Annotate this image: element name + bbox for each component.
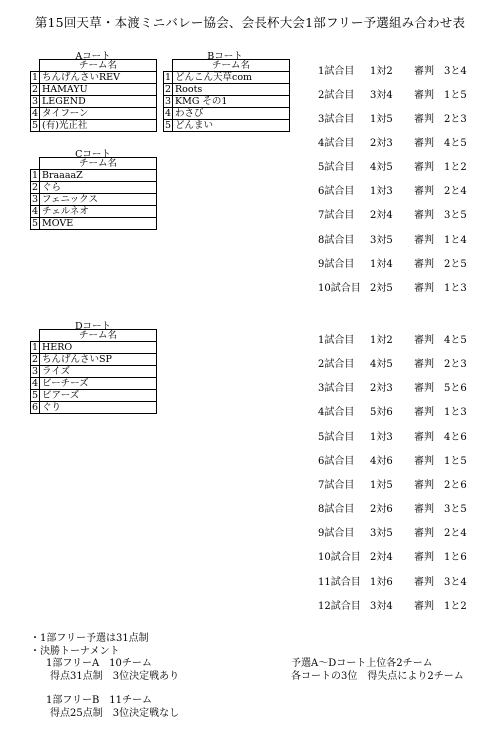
team-name: どんこん天草com xyxy=(173,72,290,84)
match-row xyxy=(318,62,467,77)
match-number: 4試合目 xyxy=(318,407,355,418)
match-row xyxy=(318,134,467,149)
match-number: 3試合目 xyxy=(318,114,355,125)
match-number: 8試合目 xyxy=(318,235,355,246)
referee-label: 審判 xyxy=(414,456,434,467)
referee-label: 審判 xyxy=(414,235,434,246)
match-referee: 5と6 xyxy=(444,383,467,394)
match-pair: 1対5 xyxy=(370,480,393,491)
referee-label: 審判 xyxy=(414,383,434,394)
match-row xyxy=(318,158,467,173)
match-referee: 1と3 xyxy=(444,283,467,294)
team-name: MOVE xyxy=(40,218,157,230)
match-row xyxy=(318,548,467,563)
match-number: 1試合目 xyxy=(318,335,355,346)
court-a-table: チーム名 1 ちんげんさいREV 2 HAMAYU 3 LEGEND 4 タイフーン 5 (有)光正社 xyxy=(30,59,157,132)
match-pair: 2対5 xyxy=(370,283,393,294)
match-number: 7試合目 xyxy=(318,480,355,491)
match-pair: 4対6 xyxy=(370,456,393,467)
referee-label: 審判 xyxy=(414,283,434,294)
match-pair: 1対3 xyxy=(370,186,393,197)
match-pair: 3対5 xyxy=(370,528,393,539)
free-b-line2: 得点25点制 3位決定戦なし xyxy=(50,707,180,719)
match-number: 10試合目 xyxy=(318,552,361,563)
match-number: 11試合目 xyxy=(318,577,361,588)
team-header: チーム名 xyxy=(173,60,290,72)
team-name: ビアーズ xyxy=(40,390,157,402)
match-number: 9試合目 xyxy=(318,259,355,270)
match-pair: 3対4 xyxy=(370,90,393,101)
match-pair: 4対5 xyxy=(370,162,393,173)
match-referee: 3と5 xyxy=(444,504,467,515)
referee-label: 審判 xyxy=(414,359,434,370)
match-referee: 1と5 xyxy=(444,90,467,101)
referee-label: 審判 xyxy=(414,138,434,149)
court-c-label: Cコート xyxy=(75,149,111,160)
match-number: 6試合目 xyxy=(318,456,355,467)
rule-tournament: ・決勝トーナメント xyxy=(30,645,120,657)
team-name: LEGEND xyxy=(40,96,157,108)
team-name: KMG その1 xyxy=(173,96,290,108)
match-referee: 4と5 xyxy=(444,335,467,346)
team-name: タイフーン xyxy=(40,108,157,120)
match-referee: 1と2 xyxy=(444,162,467,173)
match-row xyxy=(318,331,467,346)
match-referee: 3と5 xyxy=(444,210,467,221)
team-name: どんまい xyxy=(173,120,290,132)
referee-label: 審判 xyxy=(414,90,434,101)
match-referee: 4と5 xyxy=(444,138,467,149)
match-row xyxy=(318,110,467,125)
match-row xyxy=(318,86,467,101)
free-a-line1: 1部フリーA 10チーム xyxy=(46,658,152,669)
court-a-label: Aコート xyxy=(75,51,111,62)
match-row xyxy=(318,452,467,467)
match-pair: 2対6 xyxy=(370,504,393,515)
match-pair: 5対6 xyxy=(370,407,393,418)
referee-label: 審判 xyxy=(414,210,434,221)
match-referee: 1と5 xyxy=(444,456,467,467)
match-row xyxy=(318,403,467,418)
match-referee: 1と4 xyxy=(444,235,467,246)
match-number: 2試合目 xyxy=(318,359,355,370)
referee-label: 審判 xyxy=(414,335,434,346)
notes-left xyxy=(30,633,179,720)
notes-right xyxy=(291,658,464,683)
match-pair: 3対5 xyxy=(370,235,393,246)
match-referee: 1と6 xyxy=(444,552,467,563)
match-number: 4試合目 xyxy=(318,138,355,149)
match-row xyxy=(318,231,467,246)
match-number: 12試合目 xyxy=(318,601,361,612)
qualification-line1: 予選A～Dコート上位各2チーム xyxy=(291,658,433,669)
match-pair: 1対5 xyxy=(370,114,393,125)
match-referee: 2と6 xyxy=(444,480,467,491)
qualification-line2: 各コートの3位 得失点により2チーム xyxy=(291,670,464,682)
free-b-line1: 1部フリーB 11チーム xyxy=(46,695,153,706)
team-name: ライズ xyxy=(40,366,157,378)
match-referee: 2と4 xyxy=(444,186,467,197)
court-c-table: チーム名 1 BraaaaZ 2 ぐら 3 フェニックス 4 チェルネオ 5 MOVE xyxy=(30,157,157,230)
court-b-table: チーム名 1 どんこん天草com 2 Roots 3 KMG その1 4 わさび 5 どんまい xyxy=(163,59,290,132)
match-row xyxy=(318,182,467,197)
match-pair: 1対6 xyxy=(370,577,393,588)
match-row xyxy=(318,524,467,539)
referee-label: 審判 xyxy=(414,528,434,539)
match-number: 8試合目 xyxy=(318,504,355,515)
match-pair: 1対3 xyxy=(370,432,393,443)
match-pair: 1対2 xyxy=(370,335,393,346)
match-number: 9試合目 xyxy=(318,528,355,539)
team-name: BraaaaZ xyxy=(40,170,157,182)
team-name: (有)光正社 xyxy=(40,120,157,132)
team-name: わさび xyxy=(173,108,290,120)
match-pair: 4対5 xyxy=(370,359,393,370)
match-pair: 1対2 xyxy=(370,66,393,77)
team-name: ビーチーズ xyxy=(40,378,157,390)
match-number: 3試合目 xyxy=(318,383,355,394)
referee-label: 審判 xyxy=(414,601,434,612)
match-referee: 2と4 xyxy=(444,528,467,539)
referee-label: 審判 xyxy=(414,162,434,173)
court-b-label: Bコート xyxy=(207,51,243,62)
match-number: 1試合目 xyxy=(318,66,355,77)
match-number: 5試合目 xyxy=(318,162,355,173)
team-name: チェルネオ xyxy=(40,206,157,218)
match-referee: 2と3 xyxy=(444,114,467,125)
match-row xyxy=(318,279,467,294)
referee-label: 審判 xyxy=(414,66,434,77)
team-name: ぐり xyxy=(40,402,157,414)
match-referee: 2と5 xyxy=(444,259,467,270)
team-name: ちんげんさいREV xyxy=(40,72,157,84)
team-header: チーム名 xyxy=(40,60,157,72)
match-referee: 3と4 xyxy=(444,66,467,77)
match-referee: 1と2 xyxy=(444,601,467,612)
match-row xyxy=(318,206,467,221)
match-pair: 2対3 xyxy=(370,383,393,394)
team-header: チーム名 xyxy=(40,158,157,170)
rule-points: ・1部フリー予選は31点制 xyxy=(30,633,149,644)
match-pair: 1対4 xyxy=(370,259,393,270)
team-header: チーム名 xyxy=(40,330,157,342)
match-number: 2試合目 xyxy=(318,90,355,101)
match-referee: 1と3 xyxy=(444,407,467,418)
match-row xyxy=(318,597,467,612)
referee-label: 審判 xyxy=(414,114,434,125)
match-number: 5試合目 xyxy=(318,432,355,443)
match-row xyxy=(318,255,467,270)
referee-label: 審判 xyxy=(414,407,434,418)
match-row xyxy=(318,379,467,394)
referee-label: 審判 xyxy=(414,480,434,491)
match-pair: 2対4 xyxy=(370,552,393,563)
referee-label: 審判 xyxy=(414,259,434,270)
match-number: 7試合目 xyxy=(318,210,355,221)
page-title: 第15回天草・本渡ミニバレー協会、会長杯大会1部フリー予選組み合わせ表 xyxy=(34,15,466,30)
match-referee: 4と6 xyxy=(444,432,467,443)
team-name: Roots xyxy=(173,84,290,96)
team-name: HERO xyxy=(40,342,157,354)
match-row xyxy=(318,476,467,491)
match-row xyxy=(318,428,467,443)
match-pair: 2対3 xyxy=(370,138,393,149)
match-row xyxy=(318,355,467,370)
free-a-line2: 得点31点制 3位決定戦あり xyxy=(50,670,180,682)
match-row xyxy=(318,500,467,515)
match-number: 10試合目 xyxy=(318,283,361,294)
referee-label: 審判 xyxy=(414,504,434,515)
match-referee: 2と3 xyxy=(444,359,467,370)
team-name: HAMAYU xyxy=(40,84,157,96)
match-pair: 2対4 xyxy=(370,210,393,221)
team-name: ちんげんさいSP xyxy=(40,354,157,366)
match-pair: 3対4 xyxy=(370,601,393,612)
match-referee: 3と4 xyxy=(444,577,467,588)
court-d-table: チーム名 1 HERO 2 ちんげんさいSP 3 ライズ 4 ビーチーズ 5 ビアーズ 6 ぐり xyxy=(30,329,157,414)
referee-label: 審判 xyxy=(414,432,434,443)
referee-label: 審判 xyxy=(414,186,434,197)
team-name: ぐら xyxy=(40,182,157,194)
court-d-label: Dコート xyxy=(74,321,112,332)
team-name: フェニックス xyxy=(40,194,157,206)
match-number: 6試合目 xyxy=(318,186,355,197)
referee-label: 審判 xyxy=(414,552,434,563)
referee-label: 審判 xyxy=(414,577,434,588)
match-row xyxy=(318,573,467,588)
